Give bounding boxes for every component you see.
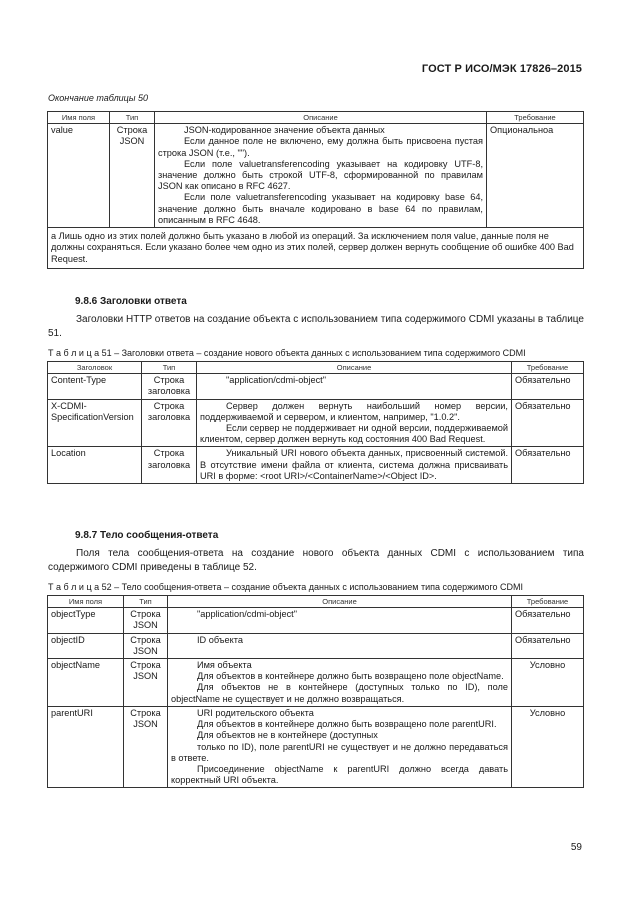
field-requirement: Обязательно — [512, 608, 584, 633]
field-description: JSON-кодированное значение объекта данных Если данное поле не включено, ему должна быть присвоена пустая строка JSON (т.е., ""). Если поле valuetransferencoding указывает на кодировку UTF-8, значение должно быть строкой UTF-8, сформированной по правилам JSON как описано в RFC 4627. Если поле valuetransferencoding указывает на кодировку base 64, значение должно быть вначале кодировано в base 64 по правилам, описанным в RFC 4648. — [155, 124, 487, 228]
section-heading: 9.8.6 Заголовки ответа — [75, 296, 187, 307]
table-footnote: a Лишь одно из этих полей должно быть указано в любой из операций. За исключением поля value, данные поля не должны сохраняться. Если указано более чем одно из этих полей, сервер должен вернуть сообщение об ошибке 400 Bad Request. — [48, 228, 584, 269]
field-type: Строка JSON — [124, 633, 168, 658]
field-type: Строка JSON — [124, 706, 168, 788]
field-description: Сервер должен вернуть наибольший номер версии, поддерживаемой и сервером, и клиентом, например, "1.0.2". Если сервер не поддерживает ни одной версии, поддерживаемой клиентом, сервер должен вернуть код состояния 400 Bad Request. — [197, 399, 512, 447]
column-header: Тип — [110, 112, 155, 124]
field-requirement: Условно — [512, 706, 584, 788]
field-name: Content-Type — [48, 374, 142, 399]
column-header: Имя поля — [48, 596, 124, 608]
table52-caption: Т а б л и ц а 52 – Тело сообщения-ответа – создание объекта данных с использованием типа содержимого CDMI — [48, 582, 523, 592]
field-type: Строка заголовка — [142, 374, 197, 399]
table-row — [48, 399, 584, 447]
field-name: objectID — [48, 633, 124, 658]
field-requirement: Обязательно — [512, 374, 584, 399]
column-header: Описание — [155, 112, 487, 124]
table-row — [48, 706, 584, 788]
standard-header: ГОСТ Р ИСО/МЭК 17826–2015 — [421, 63, 582, 75]
field-type: Строка JSON — [124, 659, 168, 707]
field-name: objectName — [48, 659, 124, 707]
column-header: Тип — [142, 362, 197, 374]
column-header: Имя поля — [48, 112, 110, 124]
column-header: Описание — [197, 362, 512, 374]
field-description: Уникальный URI нового объекта данных, присвоенный системой. В отсутствие имени файла от клиента, система должна присваивать URI в форме: <root URI>/<ContainerName>/<Object ID>. — [197, 447, 512, 484]
field-type: Строка заголовка — [142, 447, 197, 484]
column-header: Требование — [512, 596, 584, 608]
field-name: value — [48, 124, 110, 228]
table-51 — [47, 361, 584, 484]
field-description: "application/cdmi-object" — [197, 374, 512, 399]
table-footnote-row — [48, 228, 584, 269]
table-50 — [47, 111, 584, 269]
table-row — [48, 633, 584, 658]
field-requirement: Условно — [512, 659, 584, 707]
page-number: 59 — [570, 842, 582, 853]
section-heading: 9.8.7 Тело сообщения-ответа — [75, 530, 219, 541]
field-description: ID объекта — [168, 633, 512, 658]
table50-caption: Окончание таблицы 50 — [48, 93, 148, 103]
field-name: parentURI — [48, 706, 124, 788]
table-row — [48, 374, 584, 399]
column-header: Требование — [487, 112, 584, 124]
field-requirement: Обязательно — [512, 447, 584, 484]
field-description: Имя объекта Для объектов в контейнере должно быть возвращено поле objectName. Для объектов не в контейнере (доступных только по ID), поле objectName не существует и не должно возвращаться. — [168, 659, 512, 707]
column-header: Требование — [512, 362, 584, 374]
field-name: objectType — [48, 608, 124, 633]
table-row — [48, 659, 584, 707]
table51-caption: Т а б л и ц а 51 – Заголовки ответа – создание нового объекта данных с использованием типа содержимого CDMI — [48, 348, 526, 358]
table-row — [48, 608, 584, 633]
field-description: "application/cdmi-object" — [168, 608, 512, 633]
field-type: Строка заголовка — [142, 399, 197, 447]
paragraph: Поля тела сообщения-ответа на создание нового объекта данных CDMI с использованием типа содержимого CDMI приведены в таблице 52. — [48, 548, 584, 574]
field-description: URI родительского объекта Для объектов в контейнере должно быть возвращено поле parentURI. Для объектов не в контейнере (доступных только по ID), поле parentURI не существует и не должно передаваться в ответе. Присоединение objectName к parentURI должно всегда давать корректный URI объекта. — [168, 706, 512, 788]
table-row — [48, 124, 584, 228]
field-requirement: Опциональноa — [487, 124, 584, 228]
column-header: Заголовок — [48, 362, 142, 374]
column-header: Описание — [168, 596, 512, 608]
field-name: Location — [48, 447, 142, 484]
field-name: X-CDMI-SpecificationVersion — [48, 399, 142, 447]
field-type: Строка JSON — [110, 124, 155, 228]
table-row — [48, 447, 584, 484]
field-requirement: Обязательно — [512, 633, 584, 658]
table-52 — [47, 595, 584, 788]
field-type: Строка JSON — [124, 608, 168, 633]
paragraph: Заголовки HTTP ответов на создание объекта с использованием типа содержимого CDMI указаны в таблице 51. — [48, 314, 584, 340]
field-requirement: Обязательно — [512, 399, 584, 447]
column-header: Тип — [124, 596, 168, 608]
